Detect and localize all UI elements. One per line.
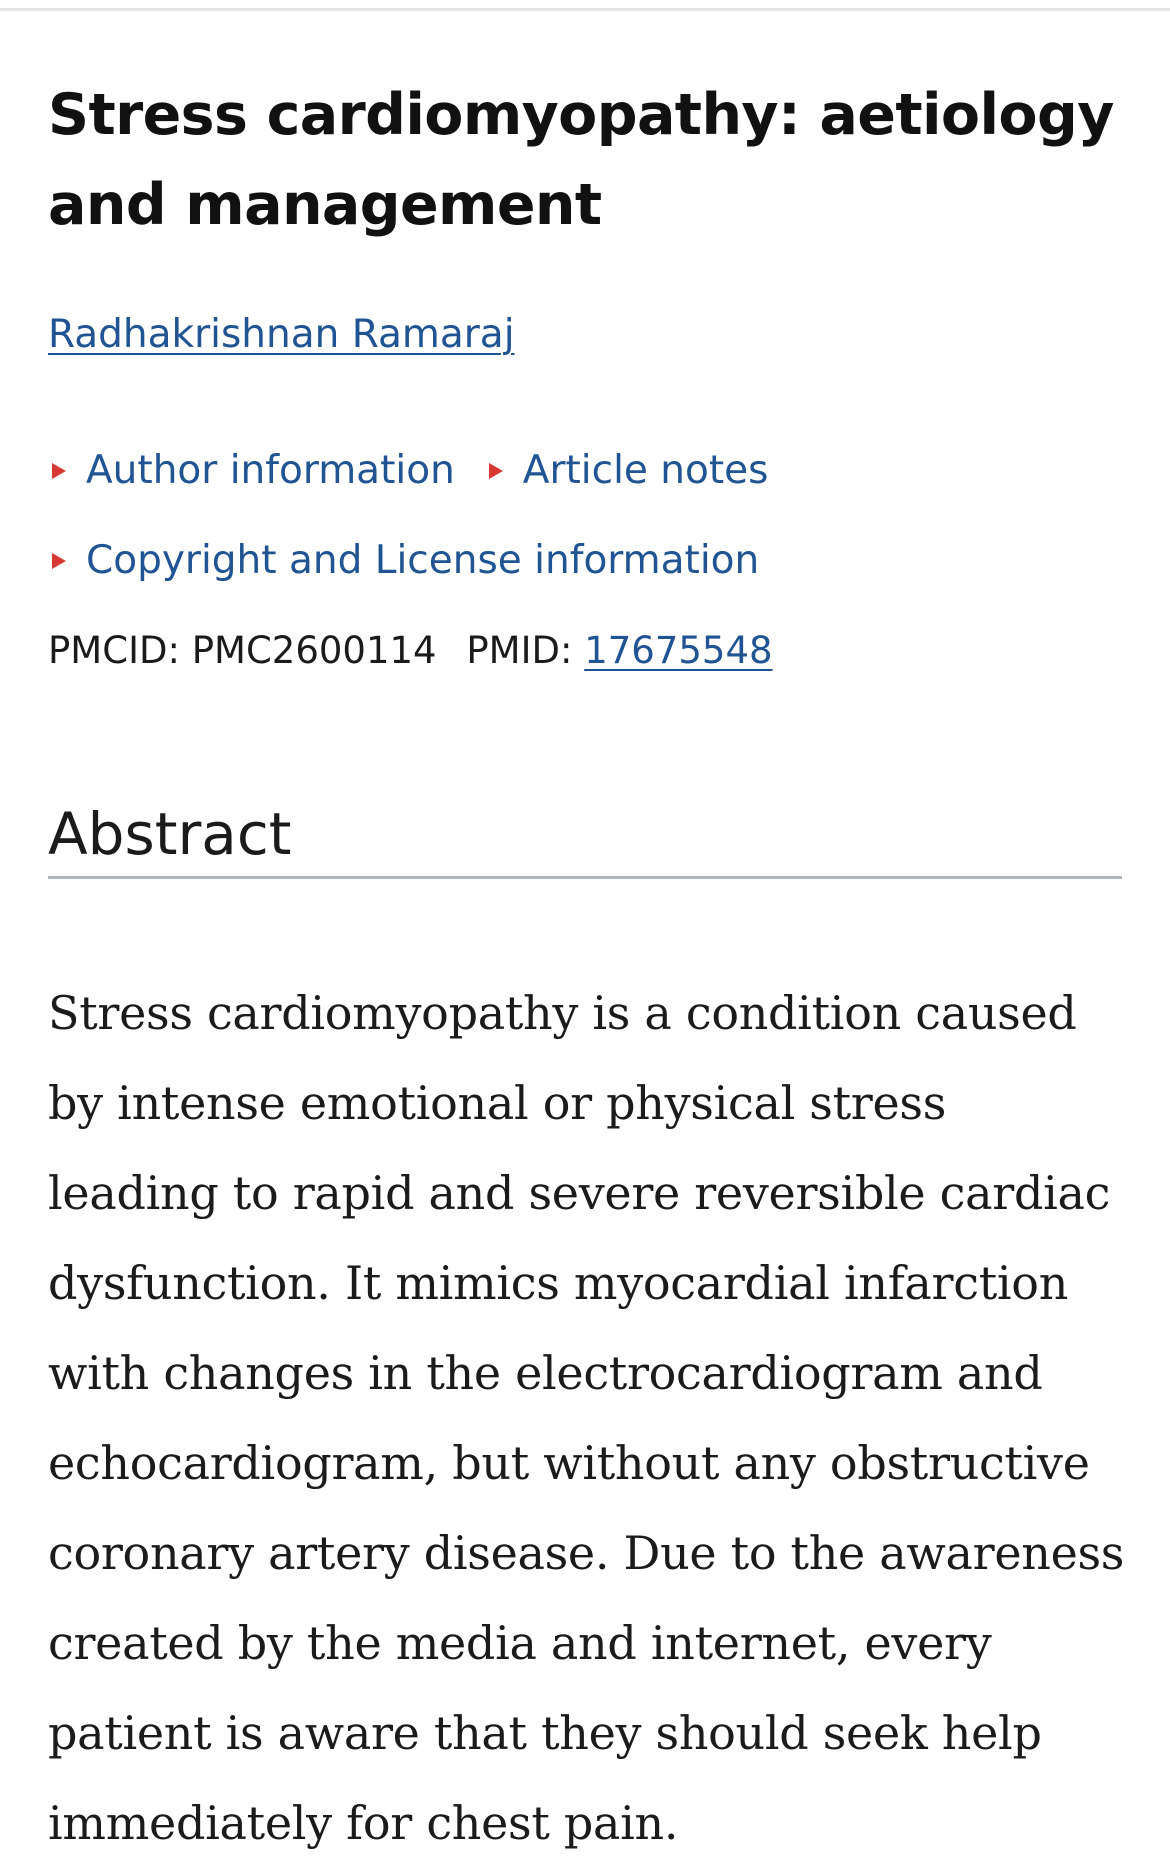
author-information-label: Author information	[86, 448, 455, 493]
article-title: Stress cardiomyopathy: aetiology and management	[48, 82, 1114, 238]
article-notes-toggle[interactable]	[485, 446, 769, 496]
top-divider	[0, 8, 1170, 11]
article-notes-label: Article notes	[522, 448, 769, 493]
author-link[interactable]: Radhakrishnan Ramaraj	[48, 312, 515, 357]
copyright-license-toggle[interactable]	[48, 536, 759, 586]
triangle-right-icon	[489, 463, 503, 479]
copyright-license-label: Copyright and License information	[86, 538, 760, 583]
abstract-heading: Abstract	[48, 800, 292, 868]
article-identifiers	[48, 626, 773, 676]
accordion-row-secondary	[48, 536, 789, 586]
pmid-link[interactable]: 17675548	[584, 629, 773, 672]
accordion-row-primary	[48, 446, 799, 496]
triangle-right-icon	[52, 553, 66, 569]
triangle-right-icon	[52, 463, 66, 479]
abstract-divider	[48, 876, 1122, 879]
pmid-label: PMID:	[466, 629, 573, 672]
pmcid-label: PMCID:	[48, 629, 180, 672]
pmcid-value: PMC2600114	[191, 629, 437, 672]
abstract-text: Stress cardiomyopathy is a condition caused by intense emotional or physical stress leading to rapid and severe reversible cardiac dysfunction. It mimics myocardial infarction with changes in the electrocardiogram and echocardiogram, but without any obstructive coronary artery disease. Due to the awareness created by the media and internet, every patient is aware that they should seek help immediately for chest pain.	[48, 986, 1125, 1850]
author-information-toggle[interactable]	[48, 446, 455, 496]
